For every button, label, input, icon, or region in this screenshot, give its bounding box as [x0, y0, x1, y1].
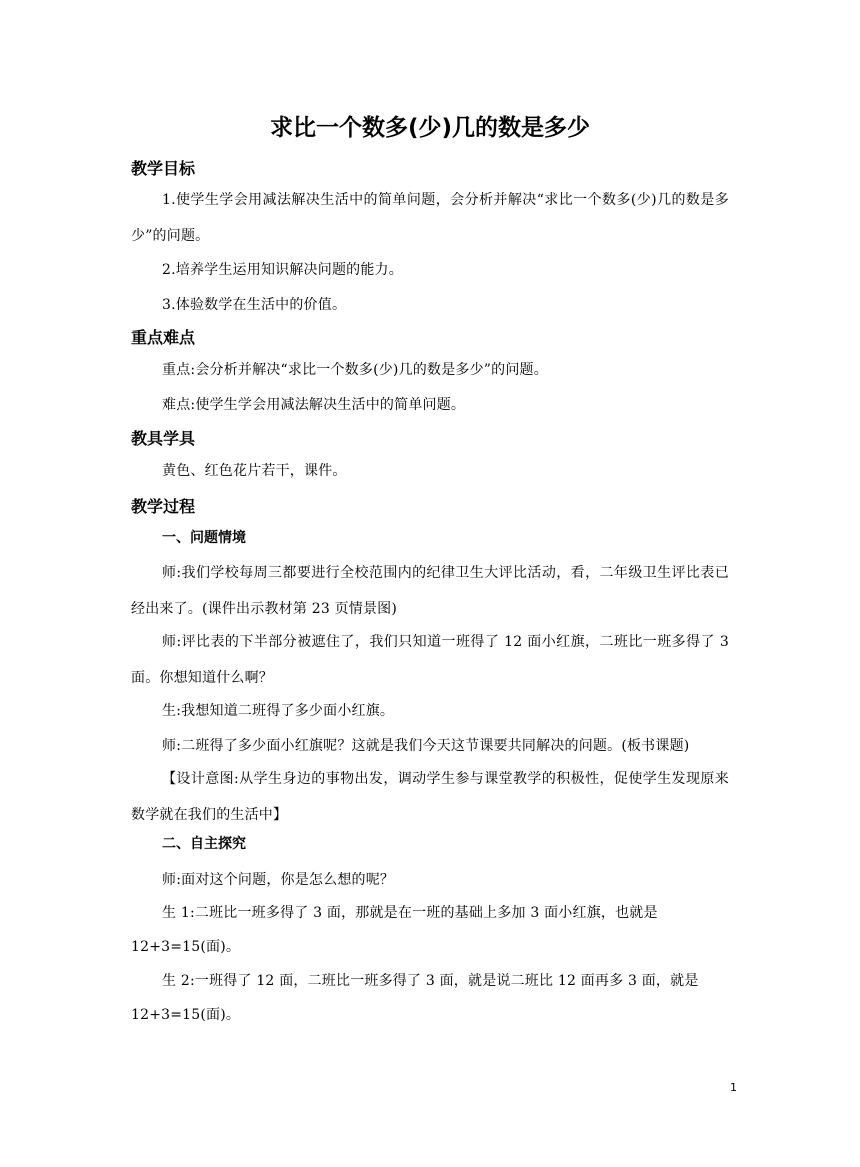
part1-paragraph-2: 师:评比表的下半部分被遮住了，我们只知道一班得了 12 面小红旗，二班比一班多得了 3 面。你想知道什么啊？ [131, 634, 729, 686]
part2-paragraph-2-cont: 12+3=15(面)。 [131, 939, 241, 955]
part1-paragraph-4: 师:二班得了多少面小红旗呢？这就是我们今天这节课要共同解决的问题。(板书课题) [162, 738, 690, 754]
part2-paragraph-3: 生 2:一班得了 12 面，二班比一班多得了 3 面，就是说二班比 12 面再多 3 面，就是 [162, 973, 699, 989]
part2-paragraph-3-cont: 12+3=15(面)。 [131, 1007, 241, 1023]
heading-key-points: 重点难点 [131, 328, 196, 347]
part1-paragraph-1: 师:我们学校每周三都要进行全校范围内的纪律卫生大评比活动，看，二年级卫生评比表已经出来了。(课件出示教材第 23 页情景图) [131, 565, 729, 617]
document-title: 求比一个数多(少)几的数是多少 [269, 115, 591, 141]
key-point-difficulty: 难点:使学生学会用减法解决生活中的简单问题。 [162, 397, 466, 413]
part1-paragraph-3: 生:我想知道二班得了多少面小红旗。 [162, 703, 395, 719]
goal-item-2: 2.培养学生运用知识解决问题的能力。 [162, 262, 403, 278]
goal-item-1: 1.使学生学会用减法解决生活中的简单问题，会分析并解决“求比一个数多(少)几的数是多少”的问题。 [131, 192, 729, 244]
goal-item-3: 3.体验数学在生活中的价值。 [162, 297, 347, 313]
part1-paragraph-5: 【设计意图:从学生身边的事物出发，调动学生参与课堂教学的积极性，促使学生发现原来数学就在我们的生活中】 [131, 771, 729, 823]
heading-process: 教学过程 [131, 497, 196, 516]
heading-tools: 教具学具 [131, 429, 196, 448]
heading-part2: 二、自主探究 [162, 836, 246, 852]
heading-part1: 一、问题情境 [162, 530, 246, 546]
part2-paragraph-2: 生 1:二班比一班多得了 3 面，那就是在一班的基础上多加 3 面小红旗，也就是 [162, 905, 658, 921]
key-point-focus: 重点:会分析并解决“求比一个数多(少)几的数是多少”的问题。 [162, 362, 548, 378]
part2-paragraph-1: 师:面对这个问题，你是怎么想的呢？ [162, 872, 395, 888]
tools-text: 黄色、红色花片若干，课件。 [162, 463, 347, 479]
heading-goals: 教学目标 [131, 159, 196, 178]
page-number: 1 [730, 1081, 737, 1094]
